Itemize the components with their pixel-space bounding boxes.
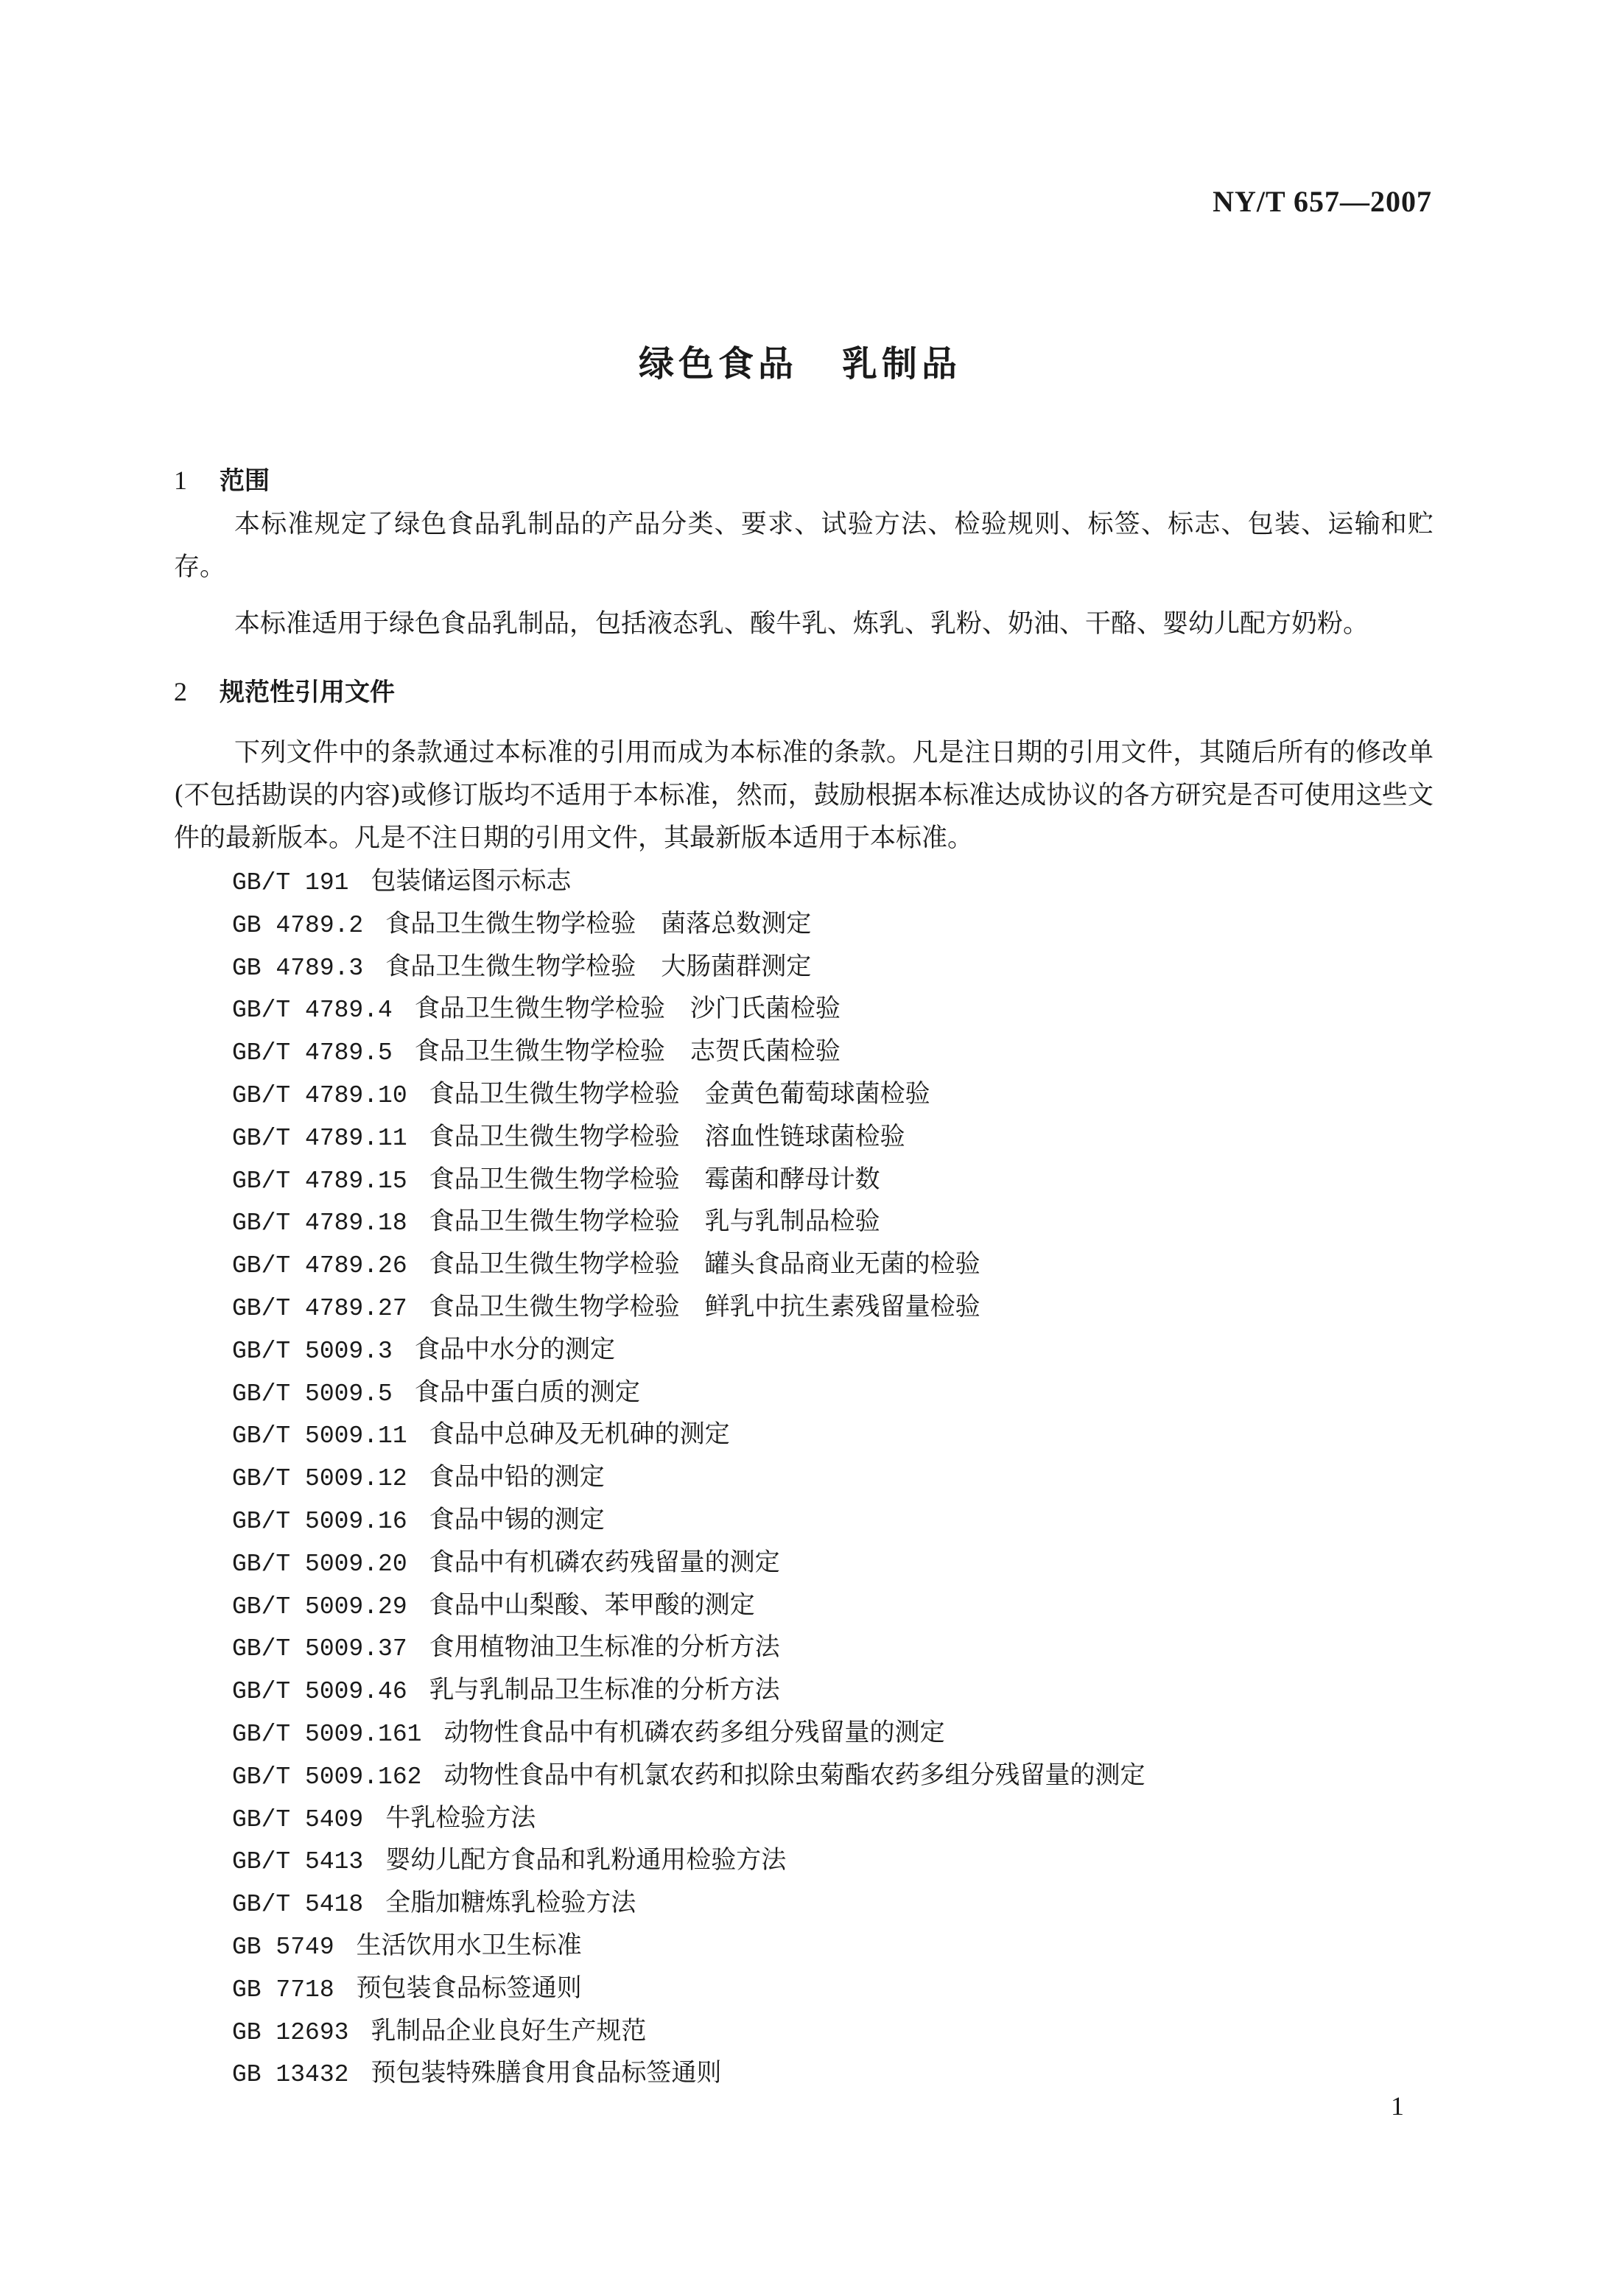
reference-code: GB 7718 <box>232 1976 334 2004</box>
reference-item <box>232 1925 1145 1967</box>
reference-code: GB/T 4789.27 <box>232 1294 407 1322</box>
reference-item <box>232 1882 1145 1925</box>
reference-item <box>232 1286 1145 1329</box>
reference-code: GB/T 5009.162 <box>232 1763 422 1791</box>
reference-title: 食用植物油卫生标准的分析方法 <box>429 1632 780 1663</box>
reference-title: 食品卫生微生物学检验 鲜乳中抗生素残留量检验 <box>429 1291 980 1321</box>
reference-item <box>232 860 1145 903</box>
reference-title: 动物性食品中有机氯农药和拟除虫菊酯农药多组分残留量的测定 <box>443 1760 1145 1790</box>
reference-item <box>232 1116 1145 1159</box>
reference-code: GB/T 5413 <box>232 1848 364 1876</box>
reference-code: GB/T 5409 <box>232 1805 364 1833</box>
title-part-2: 乳制品 <box>842 343 962 385</box>
page-number: 1 <box>1391 2091 1404 2121</box>
reference-title: 婴幼儿配方食品和乳粉通用检验方法 <box>385 1845 787 1875</box>
reference-code: GB/T 5009.16 <box>232 1507 407 1535</box>
reference-title: 预包装食品标签通则 <box>356 1973 582 2003</box>
reference-code: GB/T 5009.37 <box>232 1635 407 1663</box>
reference-title: 乳制品企业良好生产规范 <box>371 2015 647 2046</box>
reference-item <box>232 1669 1145 1712</box>
reference-item <box>232 1073 1145 1116</box>
reference-code: GB/T 5009.20 <box>232 1550 407 1578</box>
reference-title: 食品卫生微生物学检验 沙门氏菌检验 <box>414 994 841 1024</box>
reference-title: 食品中锡的测定 <box>429 1504 605 1534</box>
reference-item <box>232 1243 1145 1286</box>
section-heading-scope <box>174 460 270 496</box>
page-title <box>0 335 1600 386</box>
reference-title: 包装储运图示标志 <box>371 866 572 896</box>
reference-item <box>232 2052 1145 2095</box>
reference-code: GB/T 4789.5 <box>232 1039 393 1067</box>
scope-paragraph-2: 本标准适用于绿色食品乳制品，包括液态乳、酸牛乳、炼乳、乳粉、奶油、干酪、婴幼儿配方奶粉。 <box>234 609 1369 639</box>
reference-title: 食品卫生微生物学检验 志贺氏菌检验 <box>414 1036 841 1067</box>
section-title: 规范性引用文件 <box>220 678 395 707</box>
references-intro: 下列文件中的条款通过本标准的引用而成为本标准的条款。凡是注日期的引用文件，其随后所有的修改单(不包括勘误的内容)或修订版均不适用于本标准，然而，鼓励根据本标准达成协议的各方研究是否可使用这些文件的最新版本。凡是不注日期的引用文件，其最新版本适用于本标准。 <box>174 738 1434 853</box>
reference-title: 食品卫生微生物学检验 金黄色葡萄球菌检验 <box>429 1078 930 1109</box>
reference-item <box>232 1797 1145 1840</box>
reference-code: GB/T 5009.161 <box>232 1720 422 1748</box>
section-title: 范围 <box>220 466 270 496</box>
section-number: 1 <box>174 466 187 495</box>
reference-code: GB/T 4789.18 <box>232 1210 407 1237</box>
reference-title: 食品中蛋白质的测定 <box>414 1377 640 1407</box>
reference-code: GB 5749 <box>232 1933 334 1961</box>
reference-code: GB/T 5009.5 <box>232 1380 393 1408</box>
reference-item <box>232 1372 1145 1414</box>
reference-item <box>232 2010 1145 2053</box>
reference-title: 乳与乳制品卫生标准的分析方法 <box>429 1675 780 1705</box>
scope-paragraph-1: 本标准规定了绿色食品乳制品的产品分类、要求、试验方法、检验规则、标签、标志、包装、运输和贮存。 <box>174 510 1434 582</box>
reference-code: GB/T 5418 <box>232 1891 364 1919</box>
reference-code: GB/T 191 <box>232 869 349 896</box>
reference-title: 食品中总砷及无机砷的测定 <box>429 1419 730 1450</box>
reference-title: 食品卫生微生物学检验 乳与乳制品检验 <box>429 1207 880 1237</box>
section-heading-references <box>174 672 395 708</box>
reference-title: 动物性食品中有机磷农药多组分残留量的测定 <box>443 1717 945 1747</box>
reference-list <box>232 860 1145 2095</box>
reference-item <box>232 1755 1145 1797</box>
reference-item <box>232 1414 1145 1456</box>
reference-item <box>232 988 1145 1031</box>
reference-title: 食品卫生微生物学检验 罐头食品商业无菌的检验 <box>429 1249 980 1279</box>
reference-item <box>232 1712 1145 1755</box>
reference-code: GB 4789.3 <box>232 954 364 982</box>
reference-code: GB 4789.2 <box>232 911 364 939</box>
title-part-1: 绿色食品 <box>638 343 798 385</box>
reference-title: 食品中山梨酸、苯甲酸的测定 <box>429 1590 755 1620</box>
reference-code: GB/T 4789.15 <box>232 1167 407 1195</box>
reference-item <box>232 1967 1145 2010</box>
reference-item <box>232 1031 1145 1073</box>
reference-title: 食品卫生微生物学检验 霉菌和酵母计数 <box>429 1164 880 1194</box>
reference-item <box>232 1201 1145 1243</box>
reference-title: 牛乳检验方法 <box>385 1802 536 1833</box>
reference-item <box>232 1542 1145 1584</box>
reference-code: GB/T 4789.26 <box>232 1252 407 1280</box>
reference-item <box>232 946 1145 989</box>
reference-title: 生活饮用水卫生标准 <box>356 1930 582 1960</box>
reference-code: GB/T 5009.12 <box>232 1465 407 1493</box>
reference-code: GB/T 4789.11 <box>232 1124 407 1152</box>
reference-item <box>232 1584 1145 1627</box>
reference-item <box>232 1626 1145 1669</box>
reference-code: GB/T 5009.46 <box>232 1678 407 1706</box>
reference-code: GB/T 4789.10 <box>232 1081 407 1109</box>
reference-item <box>232 1499 1145 1542</box>
reference-item <box>232 1839 1145 1882</box>
reference-title: 食品卫生微生物学检验 菌落总数测定 <box>385 908 812 938</box>
reference-code: GB/T 5009.11 <box>232 1422 407 1450</box>
reference-title: 食品卫生微生物学检验 大肠菌群测定 <box>385 951 812 981</box>
document-code: NY/T 657—2007 <box>1213 185 1432 218</box>
reference-item <box>232 1456 1145 1499</box>
reference-item <box>232 903 1145 946</box>
reference-title: 食品中有机磷农药残留量的测定 <box>429 1547 780 1577</box>
reference-title: 预包装特殊膳食用食品标签通则 <box>371 2058 722 2088</box>
reference-code: GB/T 5009.29 <box>232 1593 407 1621</box>
reference-item <box>232 1329 1145 1372</box>
reference-item <box>232 1159 1145 1201</box>
reference-code: GB 12693 <box>232 2018 349 2046</box>
reference-code: GB/T 5009.3 <box>232 1337 393 1365</box>
section-number: 2 <box>174 677 187 706</box>
reference-title: 食品中铅的测定 <box>429 1462 605 1492</box>
reference-code: GB 13432 <box>232 2061 349 2089</box>
reference-title: 食品中水分的测定 <box>414 1334 615 1364</box>
reference-code: GB/T 4789.4 <box>232 997 393 1025</box>
reference-title: 食品卫生微生物学检验 溶血性链球菌检验 <box>429 1121 905 1151</box>
reference-title: 全脂加糖炼乳检验方法 <box>385 1888 636 1918</box>
